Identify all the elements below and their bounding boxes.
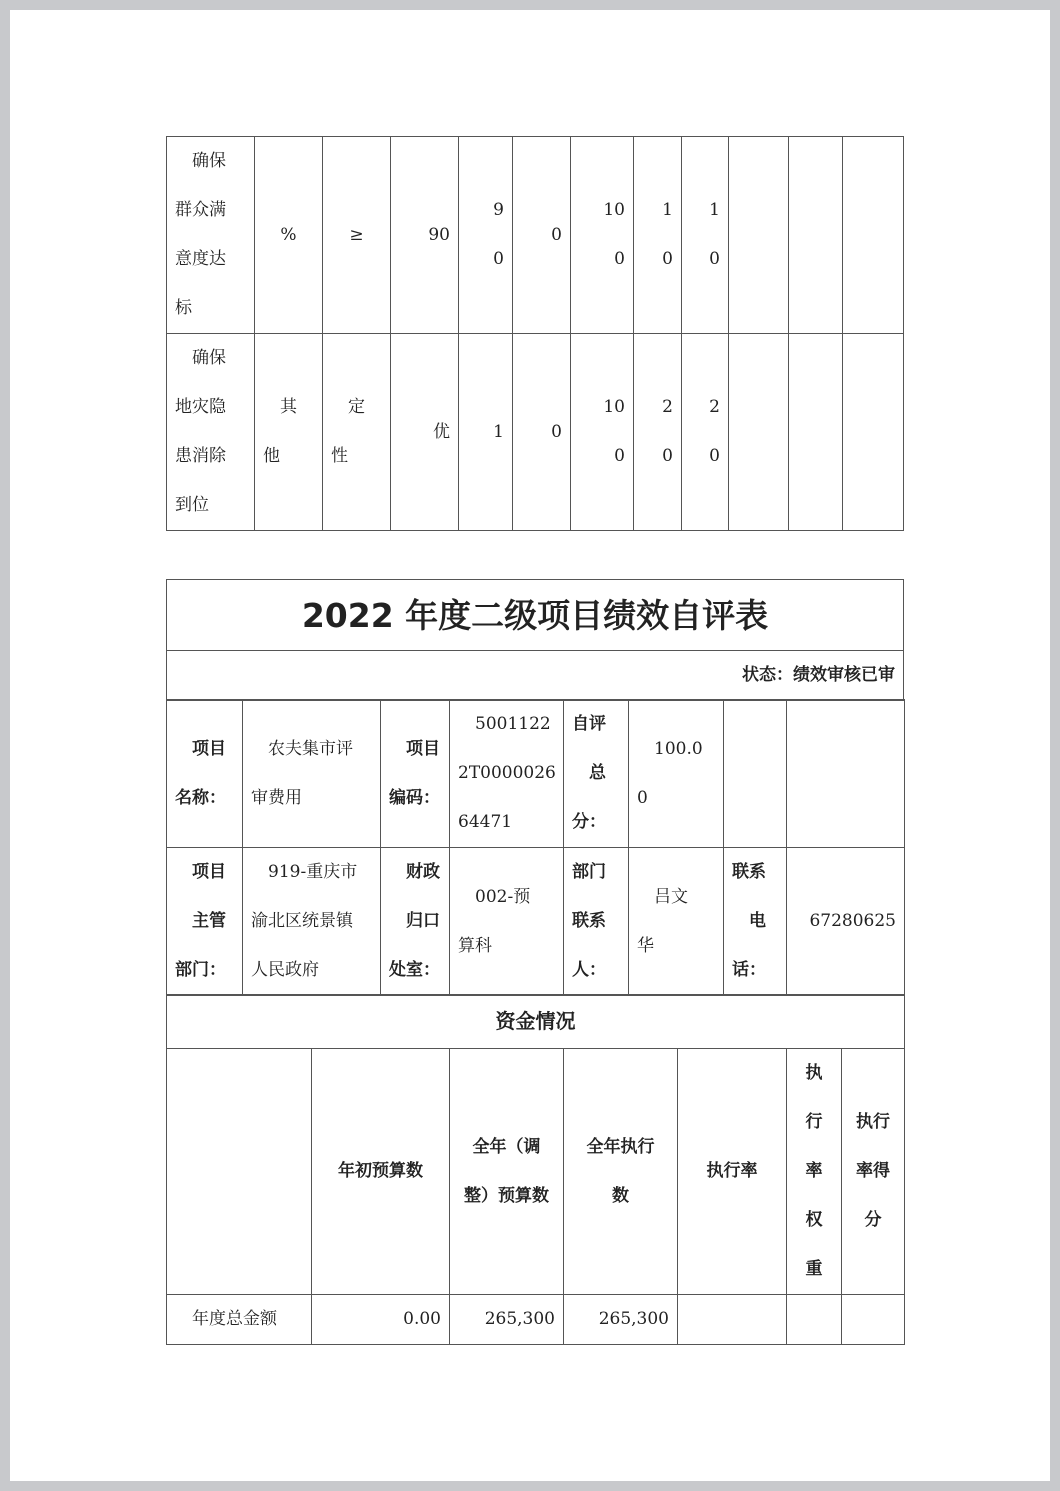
- empty-cell: [789, 137, 843, 334]
- unit-cell: 其 他: [255, 334, 323, 531]
- contact-value: 吕文 华: [629, 848, 724, 996]
- cell: [678, 1295, 787, 1345]
- actual-cell: 9 0: [459, 137, 513, 334]
- column-header: 年初预算数: [312, 1049, 450, 1295]
- empty-cell: [843, 334, 904, 531]
- column-header: [167, 1049, 312, 1295]
- column-header: 全年执行 数: [564, 1049, 678, 1295]
- value-cell: 10 0: [571, 334, 634, 531]
- column-header: 执行率: [678, 1049, 787, 1295]
- target-cell: 优: [391, 334, 459, 531]
- dept-label: 项目 主管 部门：: [167, 848, 243, 996]
- operator-cell: ≥: [323, 137, 391, 334]
- table-row: [167, 1295, 905, 1345]
- finance-label: 财政 归口 处室：: [381, 848, 450, 996]
- empty-cell: [724, 700, 787, 848]
- indicator-name: 确保 地灾隐 患消除 到位: [167, 334, 255, 531]
- row-label: 年度总金额: [167, 1295, 312, 1345]
- target-cell: 90: [391, 137, 459, 334]
- score-label: 自评 总 分：: [564, 700, 629, 848]
- finance-value: 002-预 算科: [450, 848, 564, 996]
- form-header: [166, 579, 904, 701]
- phone-value: 67280625: [787, 848, 905, 996]
- cell: [842, 1295, 905, 1345]
- cell: 0.00: [312, 1295, 450, 1345]
- project-name-label: 项目 名称：: [167, 700, 243, 848]
- indicator-name: 确保 群众满 意度达 标: [167, 137, 255, 334]
- project-code-label: 项目 编码：: [381, 700, 450, 848]
- unit-cell: %: [255, 137, 323, 334]
- empty-cell: [729, 137, 789, 334]
- value-cell: 2 0: [682, 334, 729, 531]
- cell: 265,300: [564, 1295, 678, 1345]
- table-row: [167, 334, 904, 531]
- cell: 265,300: [450, 1295, 564, 1345]
- funding-header-row: [167, 1049, 905, 1295]
- column-header: 执 行 率 权 重: [787, 1049, 842, 1295]
- value-cell: 2 0: [634, 334, 682, 531]
- project-info-table: [166, 699, 905, 996]
- actual-cell: 1: [459, 334, 513, 531]
- empty-cell: [789, 334, 843, 531]
- form-title: 2022 年度二级项目绩效自评表: [167, 580, 904, 651]
- indicator-table: [166, 136, 904, 531]
- column-header: 执行 率得 分: [842, 1049, 905, 1295]
- dept-value: 919-重庆市 渝北区统景镇 人民政府: [243, 848, 381, 996]
- funding-table: [166, 994, 905, 1345]
- empty-cell: [787, 700, 905, 848]
- value-cell: 1 0: [682, 137, 729, 334]
- value-cell: 0: [513, 137, 571, 334]
- empty-cell: [729, 334, 789, 531]
- cell: [787, 1295, 842, 1345]
- contact-label: 部门 联系 人：: [564, 848, 629, 996]
- value-cell: 1 0: [634, 137, 682, 334]
- value-cell: 0: [513, 334, 571, 531]
- phone-label: 联系 电 话：: [724, 848, 787, 996]
- project-code: 5001122 2T0000026 64471: [450, 700, 564, 848]
- empty-cell: [843, 137, 904, 334]
- value-cell: 10 0: [571, 137, 634, 334]
- status-text: 状态：绩效审核已审: [167, 651, 904, 701]
- funding-title: 资金情况: [167, 995, 905, 1049]
- project-name: 农夫集市评 审费用: [243, 700, 381, 848]
- score-value: 100.0 0: [629, 700, 724, 848]
- table-row: [167, 137, 904, 334]
- operator-cell: 定 性: [323, 334, 391, 531]
- column-header: 全年（调 整）预算数: [450, 1049, 564, 1295]
